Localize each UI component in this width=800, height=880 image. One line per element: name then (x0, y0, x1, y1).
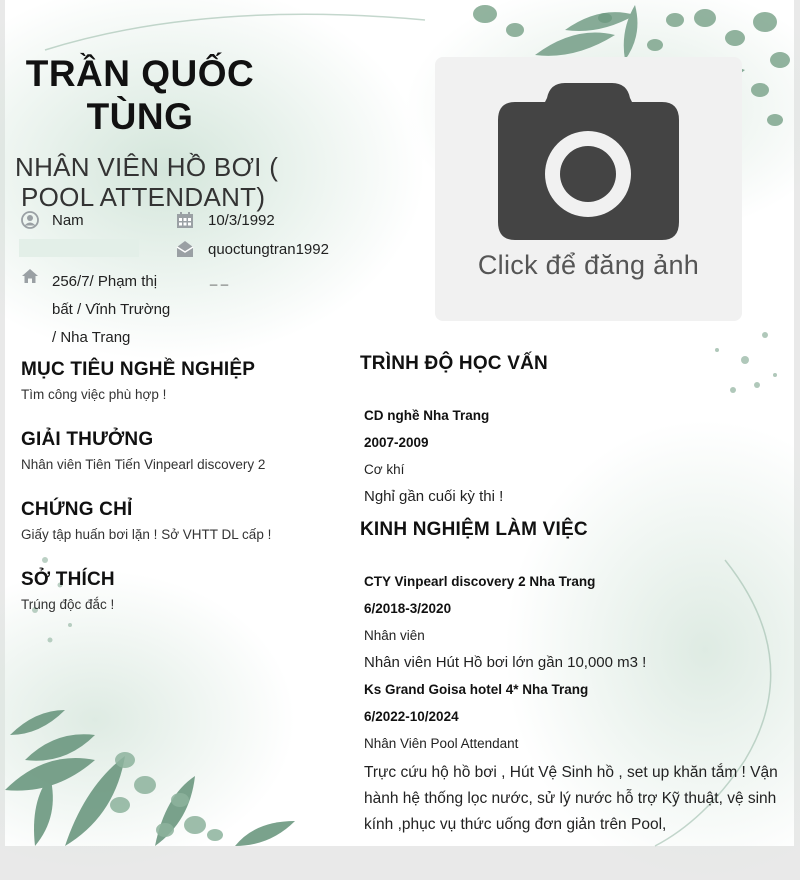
candidate-name-line2: TÙNG (86, 96, 194, 137)
envelope-open-icon (176, 240, 194, 258)
calendar-icon (176, 211, 194, 229)
home-icon (21, 267, 39, 285)
gender-value: Nam (52, 212, 84, 229)
address-line1: 256/7/ Phạm thị (52, 273, 158, 290)
job-2-description-line: kính ,phục vụ thức uống đơn giản trên Pool, (364, 816, 667, 833)
awards-text: Nhân viên Tiên Tiến Vinpearl discovery 2 (21, 457, 266, 472)
job-2-description-line: Trực cứu hộ hồ bơi , Hút Vệ Sinh hồ , set up khăn tắm ! Vận (364, 764, 778, 781)
education-heading: TRÌNH ĐỘ HỌC VẤN (360, 353, 548, 374)
redacted-phone (19, 239, 139, 257)
cv-page (5, 0, 794, 846)
job-1-position: Nhân viên (364, 628, 425, 643)
address-row (21, 267, 39, 290)
job-title-line2: POOL ATTENDANT) (21, 182, 266, 212)
job-title (15, 152, 315, 212)
job-1-period: 6/2018-3/2020 (364, 601, 452, 616)
job-2-position: Nhân Viên Pool Attendant (364, 736, 519, 751)
candidate-name (5, 52, 275, 138)
photo-upload-label: Click để đăng ảnh (477, 250, 700, 280)
certificates-text: Giấy tập huấn bơi lặn ! Sở VHTT DL cấp ! (21, 527, 272, 542)
photo-upload-button[interactable] (435, 57, 742, 321)
email-value: quoctungtran1992 (208, 241, 329, 258)
job-1-company: CTY Vinpearl discovery 2 Nha Trang (364, 574, 596, 589)
education-period: 2007-2009 (364, 435, 429, 450)
education-school: CD nghề Nha Trang (364, 408, 490, 423)
job-2-company: Ks Grand Goisa hotel 4* Nha Trang (364, 682, 589, 697)
job-2-description (364, 760, 779, 838)
gender-row (21, 211, 39, 234)
address-line3: / Nha Trang (52, 329, 131, 346)
experience-heading: KINH NGHIỆM LÀM VIỆC (360, 519, 588, 540)
job-2-description-line: hành hệ thống lọc nước, sử lý nước hỗ trợ Kỹ thuật, vệ sinh (364, 790, 777, 807)
email-row (176, 240, 194, 263)
email-trail: _ _ (210, 271, 229, 286)
objective-heading: MỤC TIÊU NGHỀ NGHIỆP (21, 359, 256, 380)
candidate-name-line1: TRẦN QUỐC (25, 53, 255, 94)
job-1-description: Nhân viên Hút Hồ bơi lớn gần 10,000 m3 ! (364, 654, 647, 671)
education-major: Cơ khí (364, 462, 405, 477)
job-2-period: 6/2022-10/2024 (364, 709, 459, 724)
address-value (52, 268, 171, 346)
awards-heading: GIẢI THƯỞNG (21, 429, 154, 450)
job-title-line1: NHÂN VIÊN HỒ BƠI ( (15, 152, 279, 182)
hobbies-heading: SỞ THÍCH (21, 569, 115, 590)
address-line2: bất / Vĩnh Trường (52, 301, 171, 318)
birthday-value: 10/3/1992 (208, 212, 275, 229)
certificates-heading: CHỨNG CHỈ (21, 499, 133, 520)
camera-icon (497, 80, 680, 242)
birthday-row (176, 211, 194, 234)
hobbies-text: Trúng độc đắc ! (21, 597, 115, 612)
education-note: Nghỉ gần cuối kỳ thi ! (364, 488, 504, 505)
user-icon (21, 211, 39, 229)
objective-text: Tìm công việc phù hợp ! (21, 387, 167, 402)
